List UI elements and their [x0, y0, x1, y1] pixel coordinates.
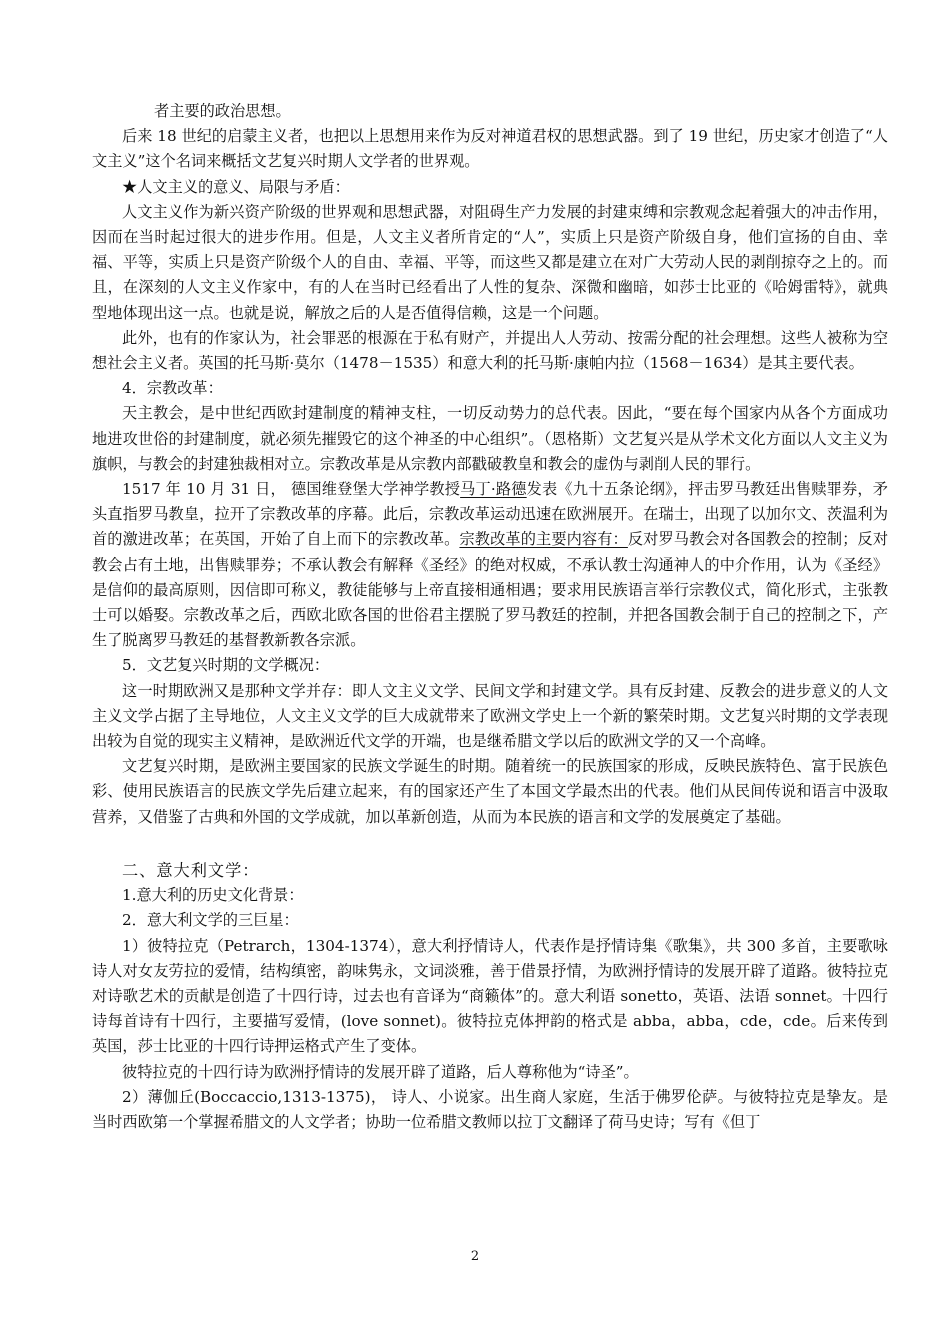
- paragraph: 后来 18 世纪的启蒙主义者，也把以上思想用来作为反对神道君权的思想武器。到了 19 世纪，历史家才创造了“人文主义”这个名词来概括文艺复兴时期人文学者的世界观。: [92, 127, 888, 171]
- underlined-name-luther: 马丁·路德: [460, 480, 527, 499]
- paragraph: 文艺复兴时期，是欧洲主要国家的民族文学诞生的时期。随着统一的民族国家的形成，反映民族特色、富于民族色彩、使用民族语言的民族文学先后建立起来，有的国家还产生了本国文学最杰出的代表。他们从民间传说和语言中汲取营养，又借鉴了古典和外国的文学成就，加以革新创造，从而为本民族的语言和文学的发展奠定了基础。: [92, 757, 888, 826]
- paragraph: 天主教会，是中世纪西欧封建制度的精神支柱，一切反动势力的总代表。因此，“要在每个国家内从各个方面成功地进攻世俗的封建制度，就必须先摧毁它的这个神圣的中心组织”。（恩格斯）文艺复兴是从学术文化方面以人文主义为旗帜，与教会的封建独裁相对立。宗教改革是从宗教内部戳破教皇和教会的虚伪与剥削人民的罪行。: [92, 404, 888, 473]
- paragraph: 彼特拉克的十四行诗为欧洲抒情诗的发展开辟了道路，后人尊称他为“诗圣”。: [122, 1062, 639, 1081]
- paragraph: 2）薄伽丘(Boccaccio,1313-1375)， 诗人、小说家。出生商人家庭，生活于佛罗伦萨。与彼特拉克是挚友。是当时西欧第一个掌握希腊文的人文学者；协助一位希腊文教师以拉丁文翻译了荷马史诗；写有《但丁: [92, 1087, 888, 1131]
- section-heading: ★人文主义的意义、局限与矛盾：: [122, 177, 350, 196]
- paragraph: 者主要的政治思想。: [154, 102, 291, 120]
- section-heading: 5．文艺复兴时期的文学概况：: [122, 656, 330, 675]
- document-body: [92, 99, 888, 1135]
- underlined-reform-contents: 宗教改革的主要内容有：: [459, 530, 628, 549]
- paragraph: [92, 477, 888, 653]
- paragraph-text: 发表《九十五条论纲》，抨击罗马教廷出售赎罪券，矛头直指罗马教皇，拉开了宗教改革的序幕。此后，宗教改革运动迅速在欧洲展开。在瑞士，出现了以加尔文、茨温利为首的激进改革；在英国，开始了自上而下的宗教改革。: [92, 480, 888, 549]
- paragraph: 1）彼特拉克（Petrarch，1304-1374），意大利抒情诗人，代表作是抒情诗集《歌集》，共 300 多首，主要歌咏诗人对女友劳拉的爱情，结构缜密，韵味隽永，文词淡雅，善于借景抒情，为欧洲抒情诗的发展开辟了道路。彼特拉克对诗歌艺术的贡献是创造了十四行诗，过去也有音译为“商籁体”的。意大利语 sonetto，英语、法语 sonnet。十四行诗每首诗有十四行，主要描写爱情，(love sonnet)。彼特拉克体押韵的格式是 abba，abba，cde，cde。后来传到英国，莎士比亚的十四行诗押运格式产生了变体。: [92, 936, 888, 1056]
- paragraph: 人文主义作为新兴资产阶级的世界观和思想武器，对阻碍生产力发展的封建束缚和宗教观念起着强大的冲击作用，因而在当时起过很大的进步作用。但是，人文主义者所肯定的“人”，实质上只是资产阶级自身，他们宣扬的自由、幸福、平等，实质上只是资产阶级个人的自由、幸福、平等，而这些又都是建立在对广大劳动人民的剥削掠夺之上的。而且，在深刻的人文主义作家中，有的人在当时已经看出了人性的复杂、深微和幽暗，如莎士比亚的《哈姆雷特》，就典型地体现出这一点。也就是说，解放之后的人是否值得信赖，这是一个问题。: [92, 202, 888, 322]
- paragraph-text: 1517 年 10 月 31 日， 德国维登堡大学神学教授: [122, 480, 461, 499]
- paragraph-text: 反对罗马教会对各国教会的控制；反对教会占有土地，出售赎罪券；不承认教会有解释《圣经》的绝对权威，不承认教士沟通神人的中介作用，认为《圣经》是信仰的最高原则，因信即可称义，教徒能够与上帝直接相通相遇；要求用民族语言举行宗教仪式，简化形式，主张教士可以婚娶。宗教改革之后，西欧北欧各国的世俗君主摆脱了罗马教廷的控制，并把各国教会制于自己的控制之下，产生了脱离罗马教廷的基督教新教各宗派。: [92, 530, 889, 650]
- section-heading: 4．宗教改革：: [122, 379, 223, 398]
- page-number: 2: [470, 1249, 480, 1264]
- paragraph: 此外，也有的作家认为，社会罪恶的根源在于私有财产，并提出人人劳动、按需分配的社会理想。这些人被称为空想社会主义者。英国的托马斯·莫尔（1478－1535）和意大利的托马斯·康帕内拉（1568－1634）是其主要代表。: [92, 328, 888, 373]
- spacer: [92, 830, 888, 858]
- section-heading: 1.意大利的历史文化背景：: [122, 886, 304, 905]
- paragraph: 这一时期欧洲又是那种文学并存：即人文主义文学、民间文学和封建文学。具有反封建、反教会的进步意义的人文主义文学占据了主导地位，人文主义文学的巨大成就带来了欧洲文学史上一个新的繁荣时期。文艺复兴时期的文学表现出较为自觉的现实主义精神，是欧洲近代文学的开端，也是继希腊文学以后的欧洲文学的又一个高峰。: [92, 681, 888, 751]
- chapter-heading: 二、意大利文学：: [122, 860, 260, 880]
- section-heading: 2．意大利文学的三巨星：: [122, 911, 299, 930]
